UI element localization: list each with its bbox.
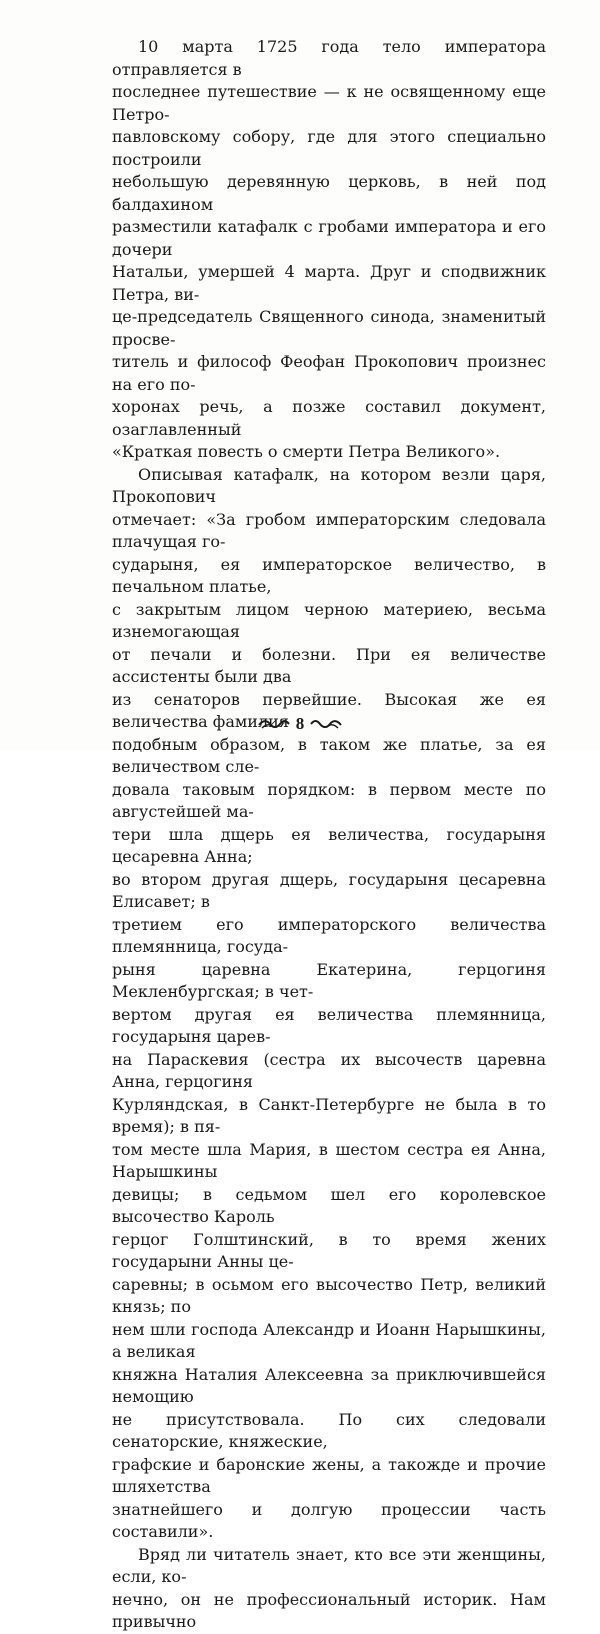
- paragraph-3: Вряд ли читатель знает, кто все эти женщины, если, ко- нечно, он не профессиональный историк. Нам привычно: [112, 1544, 546, 1631]
- page-footer: [0, 714, 600, 734]
- paragraph-1: 10 марта 1725 года тело императора отправляется в последнее путешествие — к не освященному еще Петро- павловскому собору, где для этого специально построили небольшую деревянную церковь, в ней под балдахином разместили катафалк с гробами императора и его дочери Натальи, умершей 4 марта. Друг и сподвижник Петра, ви- це-председатель Священного синода, знаменитый просве- титель и философ Феофан Прокопович произнес на его по- хоронах речь, а позже составил документ, озаглавленный «Краткая повесть о смерти Петра Великого».: [112, 37, 546, 461]
- paragraph-2: Описывая катафалк, на котором везли царя, Прокопович отмечает: «За гробом императорским следовала плачущая го- сударыня, ея императорское величество, в печальном платье, с закрытым лицом черною материею, весьма изнемогающая от печали и болезни. При ея величестве ассистенты были два из сенаторов первейшие. Высокая же ея величества фамилия подобным образом, в таком же платье, за ея величеством сле- довала таковым порядком: в первом месте по августейшей ма- тери шла дщерь ея величества, государыня цесаревна Анна; во втором другая дщерь, государыня цесаревна Елисавет; в третием его императорского величества племянница, госуда- рыня царевна Екатерина, герцогиня Мекленбургская; в чет- вертом другая ея величества племянница, государыня царев- на Параскевия (сестра их высочеств царевна Анна, герцогиня Курляндская, в Санкт-Петербурге не была в то время); в пя- том месте шла Мария, в шестом сестра ея Анна, Нарышкины девицы; в седьмом шел его королевское высочество Кароль герцог Голштинский, в то время жених государыни Анны це- саревны; в осьмом его высочество Петр, великий князь; по нем шли господа Александр и Иоанн Нарышкины, а великая княжна Наталия Алексеевна за приключившейся немощию не присутствовала. По сих следовали сенаторские, княжеские, графские и баронские жены, а такожде и прочие шляхетства знатнейшего и долгую процессии часть составили».: [112, 464, 546, 1541]
- wave-ornament-icon: [258, 718, 290, 730]
- wave-ornament-icon: [310, 718, 342, 730]
- body-text: [112, 36, 546, 1634]
- page-number: 8: [295, 714, 305, 733]
